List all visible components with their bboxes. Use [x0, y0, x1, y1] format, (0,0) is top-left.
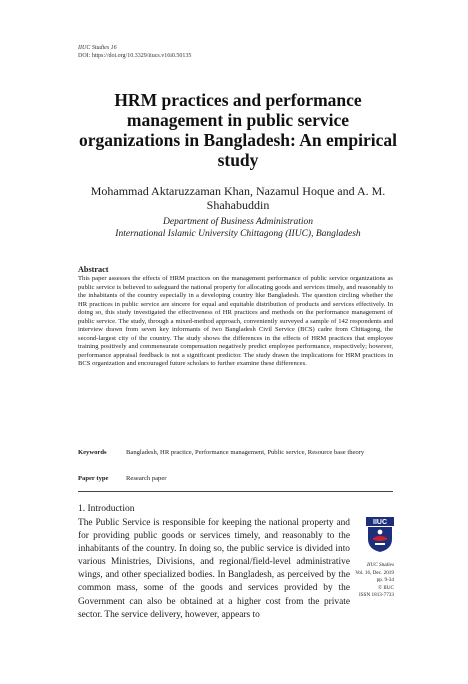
- institution: International Islamic University Chittagong (IIUC), Bangladesh: [115, 229, 361, 239]
- journal-name: IIUC Studies 16: [78, 45, 117, 51]
- logo-text: IIUC: [373, 519, 387, 527]
- introduction-heading: 1. Introduction: [78, 504, 135, 514]
- journal-meta: [78, 44, 191, 60]
- sidebar-journal-name: IIUC Studies: [367, 562, 394, 568]
- sidebar-volume: Vol. 16, Dec. 2019: [355, 569, 394, 576]
- affiliation: [78, 216, 398, 240]
- iiuc-logo: [366, 517, 394, 553]
- abstract-heading: Abstract: [78, 265, 109, 274]
- abstract-text: This paper assesses the effects of HRM practices on the management performance of public service organizations as public service is believed to safeguard the national property for allocating goods and services timely, and reasonably to the inhabitants of the country especially in a developing country like Bangladesh. The question circling whether the HR practices in public service are sincere for equal and equitable distribution of products and services effectively. In doing so, this study investigated the effectiveness of HR practices and methods on the performance management of public service. The study, through a mixed-method approach, conveniently surveyed a sample of 142 respondents and interview drawn from seven key informants of two Bangladesh Civil Service (BCS) cadre from Chittagong, the second-largest city of the country. The study shows the differences in the effects of HRM practices that employee training positively and commensurate compensation negatively predict employee performance, respectively; however, performance appraisal feedback is not a significant predictor. The study drawn the implications for HRM practices in BCS organization and encouraged future scholars to further examine these differences.: [78, 275, 393, 368]
- sidebar-copyright: © IIUC: [378, 584, 394, 591]
- paper-type-row: [78, 475, 393, 484]
- keywords-label: Keywords: [78, 449, 107, 456]
- keywords-row: [78, 449, 393, 458]
- sidebar-issn: ISSN 1813-7733: [358, 592, 394, 599]
- sidebar-pages: pp. 9-34: [376, 577, 394, 584]
- authors: Mohammad Aktaruzzaman Khan, Nazamul Hoque and A. M. Shahabuddin: [90, 184, 386, 212]
- paper-type-value: Research paper: [126, 475, 167, 482]
- paper-type-label: Paper type: [78, 475, 109, 482]
- paper-title: HRM practices and performance management in public service organizations in Bangladesh: An empirical study: [79, 90, 397, 170]
- journal-sidebar: [354, 562, 394, 600]
- introduction-text: The Public Service is responsible for keeping the national property and for providing public goods or services timely, and reasonably to the inhabitants of the country. In doing so, the public service is divided into various Ministries, Divisions, and regional/field-level administrative wings, and other specialized bodies. In Bangladesh, as perceived by the common mass, some of the goods and services provided by the Government can also be obtained at a higher cost from the private sector. The service delivery, however, appears to: [78, 518, 350, 620]
- keywords-value: Bangladesh, HR practice, Performance management, Public service, Resource base theory: [126, 449, 365, 456]
- doi: DOI: https://doi.org/10.3329/iiucs.v16i0.50135: [78, 53, 192, 59]
- section-divider: [78, 491, 393, 492]
- department: Department of Business Administration: [163, 217, 313, 227]
